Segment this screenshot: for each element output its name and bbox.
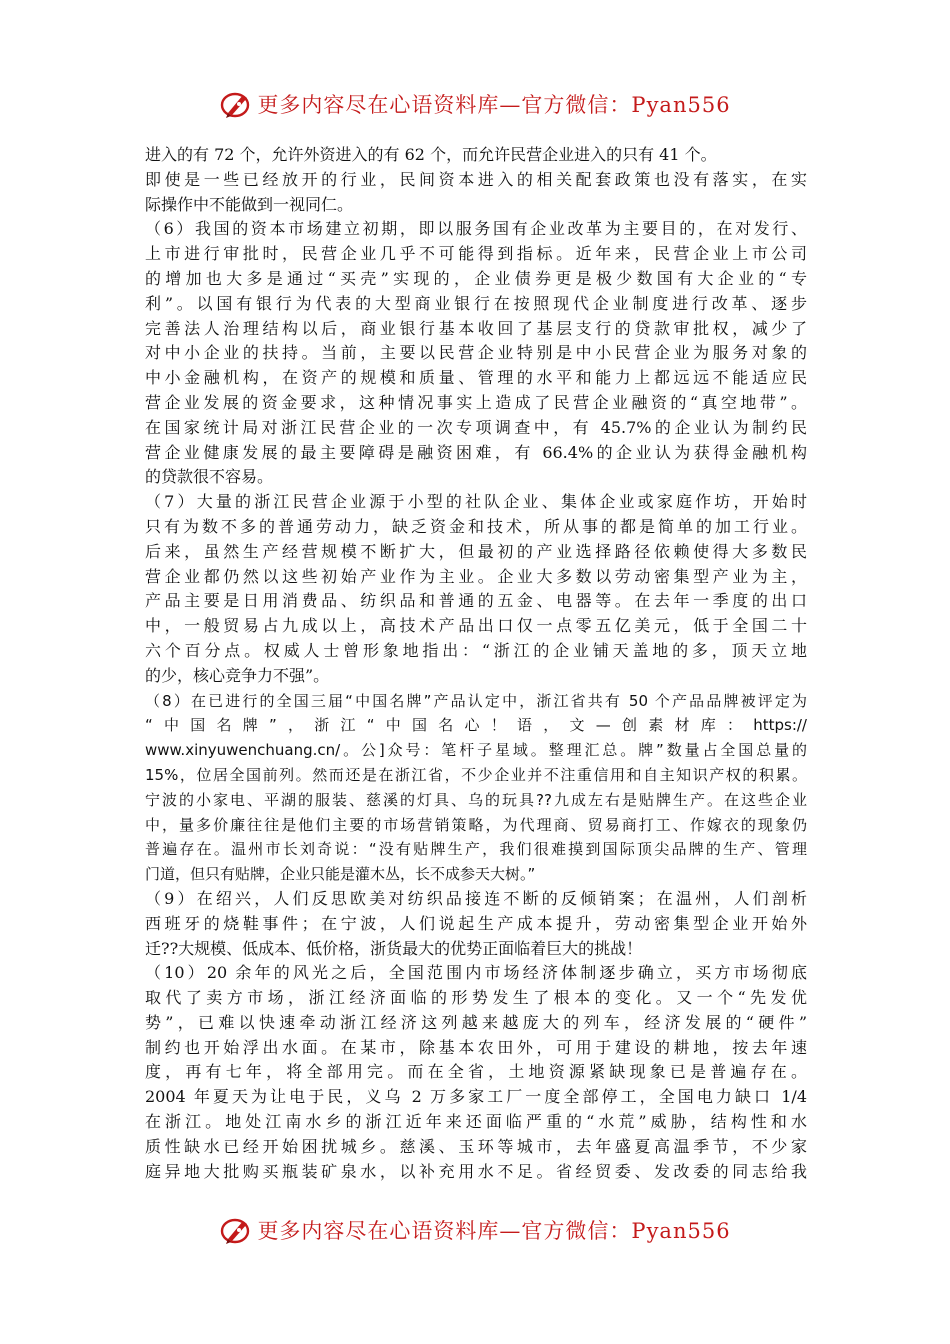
text-line: 在国家统计局对浙江民营企业的一次专项调查中，有 45.7%的企业认为制约民 [145, 417, 807, 437]
footer-banner-text: 更多内容尽在心语资料库—官方微信：Pyan556 [257, 1219, 731, 1243]
text-line: 利”。以国有银行为代表的大型商业银行在按照现代企业制度进行改革、逐步 [145, 293, 807, 313]
text-line: 的贷款很不容易。 [145, 467, 274, 487]
footer-banner [0, 1210, 950, 1250]
text-line: （7）大量的浙江民营企业源于小型的社队企业、集体企业或家庭作坊，开始时 [145, 492, 807, 512]
text-line: 的少，核心竞争力不强”。 [145, 665, 330, 685]
header-banner-text: 更多内容尽在心语资料库—官方微信：Pyan556 [257, 93, 731, 117]
text-line: 迁??大规模、低成本、低价格，浙货最大的优势正面临着巨大的挑战！ [145, 938, 643, 958]
text-line: 质性缺水已经开始困扰城乡。慈溪、玉环等城市，去年盛夏高温季节，不少家 [145, 1136, 807, 1156]
text-line: 制约也开始浮出水面。在某市，除基本农田外，可用于建设的耕地，按去年速 [145, 1037, 807, 1057]
text-line: 势”，已难以快速牵动浙江经济这列越来越庞大的列车，经济发展的“硬件” [145, 1012, 807, 1032]
text-line: （9）在绍兴，人们反思欧美对纺织品接连不断的反倾销案；在温州，人们剖析 [145, 888, 807, 908]
text-line: 门道，但只有贴牌，企业只能是灌木丛，长不成参天大树。” [145, 865, 536, 884]
text-line: 度，再有七年，将全部用完。而在全省，土地资源紧缺现象已是普遍存在。 [145, 1062, 807, 1082]
text-line: 的增加也大多是通过“买壳”实现的，企业债券更是极少数国有大企业的“专 [145, 268, 807, 288]
header-banner [0, 84, 950, 124]
text-line: 对中小企业的扶持。当前，主要以民营企业特别是中小民营企业为服务对象的 [145, 343, 807, 363]
text-line: 上市进行审批时，民营企业几乎不可能得到指标。近年来，民营企业上市公司 [145, 244, 807, 264]
text-line: 在浙江。地处江南水乡的浙江近年来还面临严重的“水荒”威胁，结构性和水 [145, 1112, 807, 1132]
text-line: 后来，虽然生产经营规模不断扩大，但最初的产业选择路径依赖使得大多数民 [145, 541, 807, 561]
text-line: 取代了卖方市场，浙江经济面临的形势发生了根本的变化。又一个“先发优 [145, 988, 807, 1008]
text-line: 宁波的小家电、平湖的服装、慈溪的灯具、乌的玩具??九成左右是贴牌生产。在这些企业 [145, 790, 807, 809]
text-line: 营企业健康发展的最主要障碍是融资困难，有 66.4%的企业认为获得金融机构 [145, 442, 807, 462]
text-line: 中，一般贸易占九成以上，高技术产品出口仅一点零五亿美元，低于全国二十 [145, 616, 807, 636]
text-line: www.xinyuwenchuang.cn/。公]众号：笔杆子星域。整理汇总。牌”数量占全国总量的 [145, 741, 807, 760]
text-line: 完善法人治理结构以后，商业银行基本收回了基层支行的贷款审批权，减少了 [145, 318, 807, 338]
text-line: 只有为数不多的普通劳动力，缺乏资金和技术，所从事的都是简单的加工行业。 [145, 516, 807, 536]
text-line: “中国名牌”，浙江“中国名心！语，文—创素材库：https:// [145, 716, 807, 735]
text-line: 营企业都仍然以这些初始产业作为主业。企业大多数以劳动密集型产业为主， [145, 566, 807, 586]
text-line: 六个百分点。权威人士曾形象地指出：“浙江的企业铺天盖地的多，顶天立地 [145, 640, 807, 660]
text-line: 中，量多价廉往往是他们主要的市场营销策略，为代理商、贸易商打工、作嫁衣的现象仍 [145, 815, 807, 834]
text-line: （8）在已进行的全国三届“中国名牌”产品认定中，浙江省共有 50 个产品品牌被评定为 [145, 691, 807, 710]
text-line: 普遍存在。温州市长刘奇说：“没有贴牌生产，我们很难摸到国际顶尖品牌的生产、管理 [145, 840, 807, 859]
pen-logo-icon [219, 87, 253, 121]
text-line: （10）20 余年的风光之后，全国范围内市场经济体制逐步确立，买方市场彻底 [145, 963, 807, 983]
text-line: （6）我国的资本市场建立初期，即以服务国有企业改革为主要目的，在对发行、 [145, 219, 807, 239]
text-line: 15%，位居全国前列。然而还是在浙江省，不少企业并不注重信用和自主知识产权的积累。 [145, 765, 807, 784]
text-line: 2004 年夏天为让电于民，义乌 2 万多家工厂一度全部停工，全国电力缺口 1/4 [145, 1087, 807, 1107]
document-body [145, 143, 807, 1184]
text-line: 营企业发展的资金要求，这种情况事实上造成了民营企业融资的“真空地带”。 [145, 392, 807, 412]
text-line: 西班牙的烧鞋事件；在宁波，人们说起生产成本提升，劳动密集型企业开始外 [145, 913, 807, 933]
text-line: 进入的有 72 个，允许外资进入的有 62 个，而允许民营企业进入的只有 41 个。 [145, 145, 717, 164]
text-line: 庭异地大批购买瓶装矿泉水，以补充用水不足。省经贸委、发改委的同志给我 [145, 1161, 807, 1181]
pen-logo-icon [219, 1213, 253, 1247]
text-line: 际操作中不能做到一视同仁。 [145, 194, 354, 214]
text-line: 即使是一些已经放开的行业，民间资本进入的相关配套政策也没有落实，在实 [145, 169, 807, 189]
text-line: 产品主要是日用消费品、纺织品和普通的五金、电器等。在去年一季度的出口 [145, 591, 807, 611]
text-line: 中小金融机构，在资产的规模和质量、管理的水平和能力上都远远不能适应民 [145, 368, 807, 388]
